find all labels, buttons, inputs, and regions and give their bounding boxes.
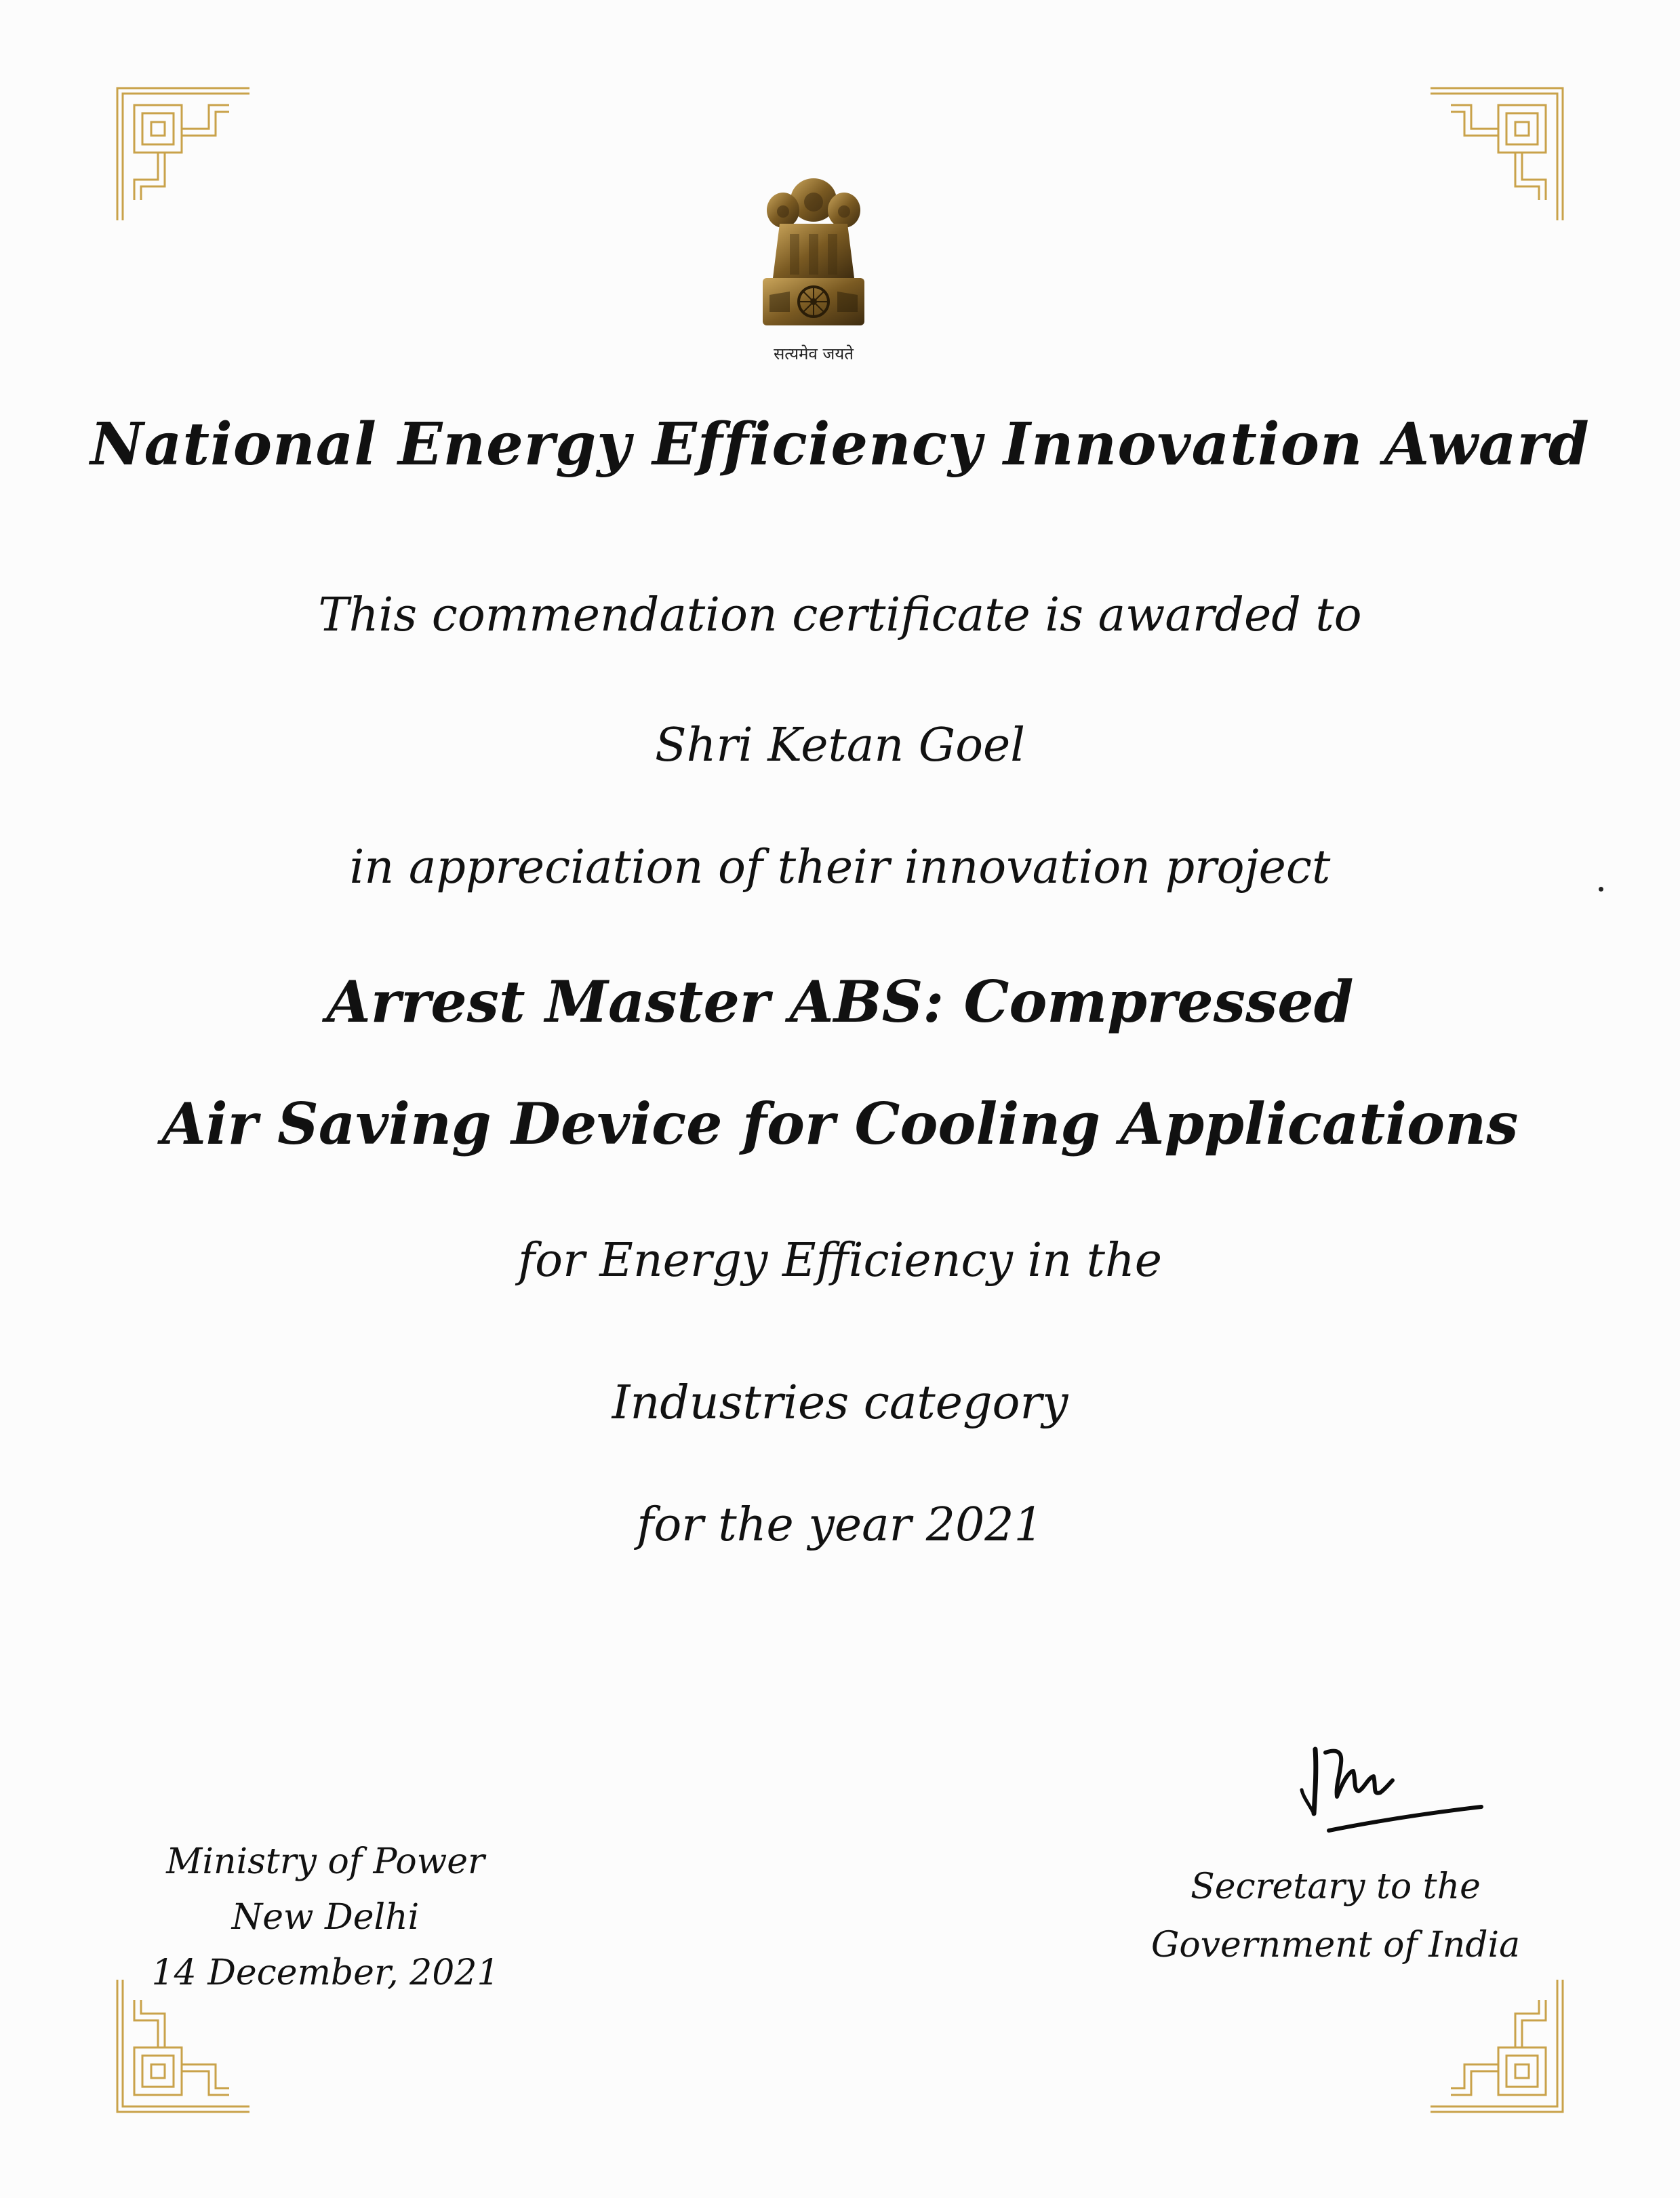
appreciation-line: in appreciation of their innovation project	[349, 841, 1331, 894]
awarded-to-line: This commendation certificate is awarded to	[318, 588, 1362, 642]
ministry-name: Ministry of Power	[166, 1841, 485, 1882]
national-emblem-icon	[753, 169, 875, 339]
paper-speck	[1599, 887, 1603, 892]
corner-ornament-top-right	[1431, 85, 1566, 220]
purpose-line: for Energy Efficiency in the	[517, 1234, 1163, 1287]
category-line: Industries category	[612, 1376, 1068, 1430]
issue-date: 14 December, 2021	[151, 1953, 500, 1993]
issuer-city: New Delhi	[231, 1897, 420, 1938]
signature-mark	[1288, 1722, 1492, 1844]
corner-ornament-top-left	[114, 85, 249, 220]
project-title-line-1: Arrest Master ABS: Compressed	[326, 968, 1354, 1035]
award-title: National Energy Efficiency Innovation Award	[90, 410, 1590, 479]
signatory-block	[1105, 1858, 1566, 1974]
issuer-block	[136, 1834, 515, 2001]
year-line: for the year 2021	[637, 1498, 1043, 1552]
recipient-name: Shri Ketan Goel	[655, 719, 1025, 772]
corner-ornament-bottom-right	[1431, 1980, 1566, 2115]
project-title-line-2: Air Saving Device for Cooling Applications	[161, 1090, 1519, 1157]
signatory-title-line-2: Government of India	[1151, 1925, 1521, 1965]
signatory-title-line-1: Secretary to the	[1191, 1866, 1481, 1907]
emblem-motto: सत्यमेव जयते	[774, 344, 854, 363]
